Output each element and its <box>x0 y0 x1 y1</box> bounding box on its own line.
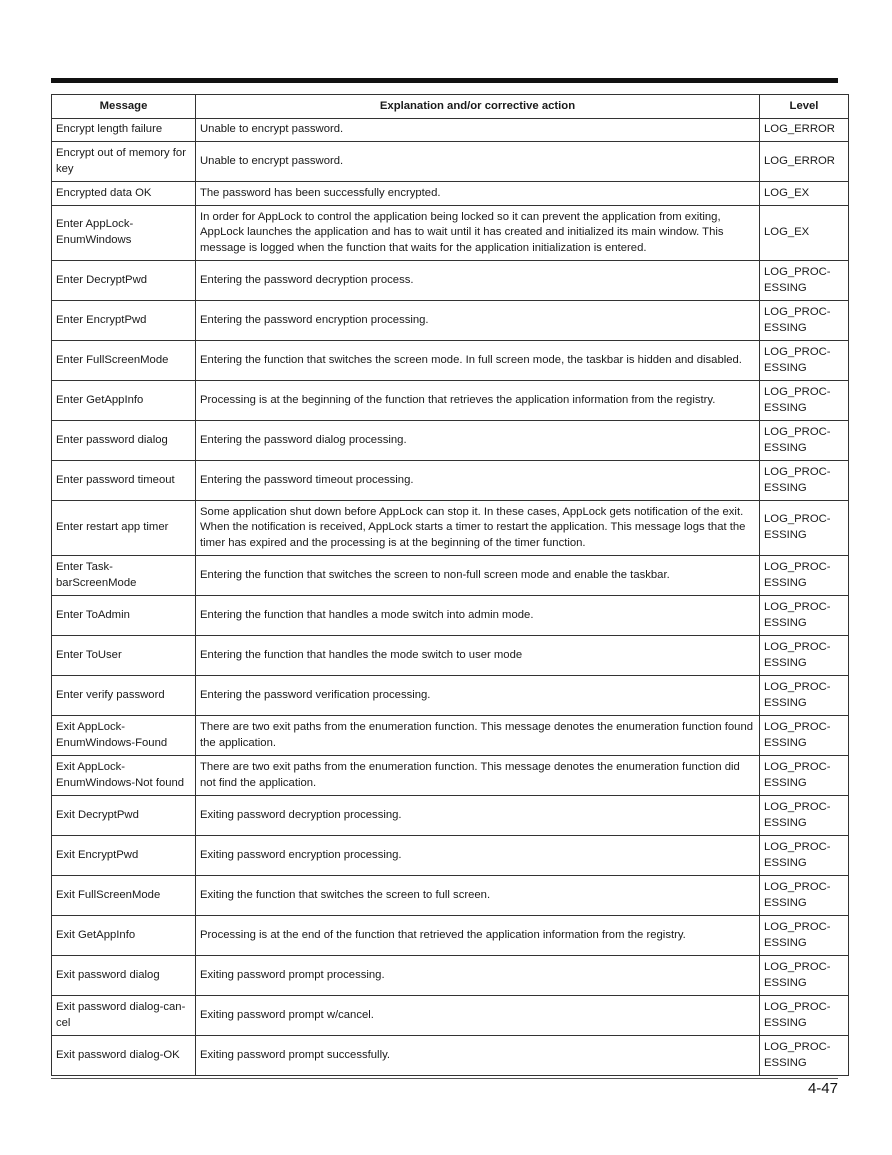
table-row <box>52 716 849 756</box>
page-number: 4-47 <box>807 1080 838 1097</box>
message-cell: Encrypt length failure <box>52 119 196 142</box>
level-cell: LOG_PROC-ESSING <box>760 676 849 716</box>
explanation-cell: Unable to encrypt password. <box>196 142 760 182</box>
table-row <box>52 876 849 916</box>
message-cell: Encrypt out of memory for key <box>52 142 196 182</box>
level-cell: LOG_PROC-ESSING <box>760 796 849 836</box>
explanation-cell: Exiting password prompt successfully. <box>196 1036 760 1076</box>
level-cell: LOG_PROC-ESSING <box>760 996 849 1036</box>
explanation-cell: Exiting password decryption processing. <box>196 796 760 836</box>
table-row <box>52 301 849 341</box>
explanation-cell: Entering the password verification processing. <box>196 676 760 716</box>
explanation-cell: Processing is at the end of the function that retrieved the application information from the registry. <box>196 916 760 956</box>
level-cell: LOG_PROC-ESSING <box>760 261 849 301</box>
explanation-cell: There are two exit paths from the enumeration function. This message denotes the enumeration function found the application. <box>196 716 760 756</box>
explanation-cell: Entering the password dialog processing. <box>196 421 760 461</box>
explanation-cell: Exiting password prompt processing. <box>196 956 760 996</box>
table-row <box>52 341 849 381</box>
level-cell: LOG_PROC-ESSING <box>760 836 849 876</box>
level-cell: LOG_EX <box>760 206 849 261</box>
header-explanation: Explanation and/or corrective action <box>196 95 760 119</box>
message-cell: Enter password timeout <box>52 461 196 501</box>
explanation-cell: Unable to encrypt password. <box>196 119 760 142</box>
message-cell: Exit password dialog <box>52 956 196 996</box>
header-rule <box>51 78 838 83</box>
explanation-cell: The password has been successfully encrypted. <box>196 182 760 206</box>
message-cell: Enter Task-barScreenMode <box>52 556 196 596</box>
explanation-cell: Entering the function that switches the screen mode. In full screen mode, the taskbar is hidden and disabled. <box>196 341 760 381</box>
table-row <box>52 756 849 796</box>
table-row <box>52 206 849 261</box>
table-row <box>52 636 849 676</box>
footer-rule <box>51 1078 838 1079</box>
table-row <box>52 996 849 1036</box>
explanation-cell: Processing is at the beginning of the function that retrieves the application information from the registry. <box>196 381 760 421</box>
message-cell: Enter password dialog <box>52 421 196 461</box>
table-row <box>52 556 849 596</box>
explanation-cell: Exiting password prompt w/cancel. <box>196 996 760 1036</box>
explanation-cell: Entering the function that handles a mode switch into admin mode. <box>196 596 760 636</box>
level-cell: LOG_PROC-ESSING <box>760 756 849 796</box>
message-cell: Enter FullScreenMode <box>52 341 196 381</box>
table-row <box>52 501 849 556</box>
level-cell: LOG_PROC-ESSING <box>760 956 849 996</box>
message-cell: Enter GetAppInfo <box>52 381 196 421</box>
explanation-cell: Entering the function that handles the mode switch to user mode <box>196 636 760 676</box>
table-row <box>52 421 849 461</box>
level-cell: LOG_PROC-ESSING <box>760 501 849 556</box>
level-cell: LOG_PROC-ESSING <box>760 556 849 596</box>
table-row <box>52 142 849 182</box>
header-message: Message <box>52 95 196 119</box>
table-header <box>52 95 849 119</box>
message-cell: Enter verify password <box>52 676 196 716</box>
message-cell: Enter EncryptPwd <box>52 301 196 341</box>
explanation-cell: In order for AppLock to control the application being locked so it can prevent the application from exiting, AppLock launches the application and has to wait until it has created and initialized its main window. This message is logged when the function that waits for the application initialization is entered. <box>196 206 760 261</box>
level-cell: LOG_PROC-ESSING <box>760 636 849 676</box>
message-cell: Exit DecryptPwd <box>52 796 196 836</box>
level-cell: LOG_PROC-ESSING <box>760 381 849 421</box>
message-cell: Enter ToAdmin <box>52 596 196 636</box>
table-row <box>52 261 849 301</box>
level-cell: LOG_PROC-ESSING <box>760 301 849 341</box>
table-row <box>52 596 849 636</box>
message-cell: Exit EncryptPwd <box>52 836 196 876</box>
level-cell: LOG_EX <box>760 182 849 206</box>
table-row <box>52 381 849 421</box>
header-level: Level <box>760 95 849 119</box>
table-row <box>52 836 849 876</box>
explanation-cell: Entering the password timeout processing. <box>196 461 760 501</box>
table-row <box>52 956 849 996</box>
level-cell: LOG_PROC-ESSING <box>760 596 849 636</box>
table-row <box>52 676 849 716</box>
explanation-cell: There are two exit paths from the enumeration function. This message denotes the enumeration function did not find the application. <box>196 756 760 796</box>
message-cell: Exit FullScreenMode <box>52 876 196 916</box>
message-cell: Exit password dialog-OK <box>52 1036 196 1076</box>
level-cell: LOG_PROC-ESSING <box>760 341 849 381</box>
level-cell: LOG_PROC-ESSING <box>760 461 849 501</box>
message-cell: Exit password dialog-can-cel <box>52 996 196 1036</box>
level-cell: LOG_PROC-ESSING <box>760 876 849 916</box>
table-row <box>52 182 849 206</box>
message-cell: Exit AppLock-EnumWindows-Found <box>52 716 196 756</box>
message-cell: Enter DecryptPwd <box>52 261 196 301</box>
level-cell: LOG_PROC-ESSING <box>760 916 849 956</box>
message-cell: Enter restart app timer <box>52 501 196 556</box>
explanation-cell: Entering the password encryption processing. <box>196 301 760 341</box>
explanation-cell: Exiting password encryption processing. <box>196 836 760 876</box>
message-cell: Exit AppLock-EnumWindows-Not found <box>52 756 196 796</box>
message-table <box>51 94 849 1076</box>
message-cell: Enter AppLock-EnumWindows <box>52 206 196 261</box>
level-cell: LOG_PROC-ESSING <box>760 716 849 756</box>
explanation-cell: Exiting the function that switches the screen to full screen. <box>196 876 760 916</box>
level-cell: LOG_PROC-ESSING <box>760 421 849 461</box>
explanation-cell: Entering the password decryption process. <box>196 261 760 301</box>
message-cell: Encrypted data OK <box>52 182 196 206</box>
table-row <box>52 1036 849 1076</box>
message-cell: Enter ToUser <box>52 636 196 676</box>
message-cell: Exit GetAppInfo <box>52 916 196 956</box>
header-row <box>52 95 849 119</box>
table-row <box>52 119 849 142</box>
table-row <box>52 796 849 836</box>
level-cell: LOG_PROC-ESSING <box>760 1036 849 1076</box>
table-row <box>52 461 849 501</box>
explanation-cell: Some application shut down before AppLock can stop it. In these cases, AppLock gets notification of the exit. When the notification is received, AppLock starts a timer to restart the application. This message logs that the timer has expired and the processing is at the beginning of the timer function. <box>196 501 760 556</box>
level-cell: LOG_ERROR <box>760 142 849 182</box>
table-row <box>52 916 849 956</box>
level-cell: LOG_ERROR <box>760 119 849 142</box>
table-body <box>52 119 849 1076</box>
explanation-cell: Entering the function that switches the screen to non-full screen mode and enable the taskbar. <box>196 556 760 596</box>
